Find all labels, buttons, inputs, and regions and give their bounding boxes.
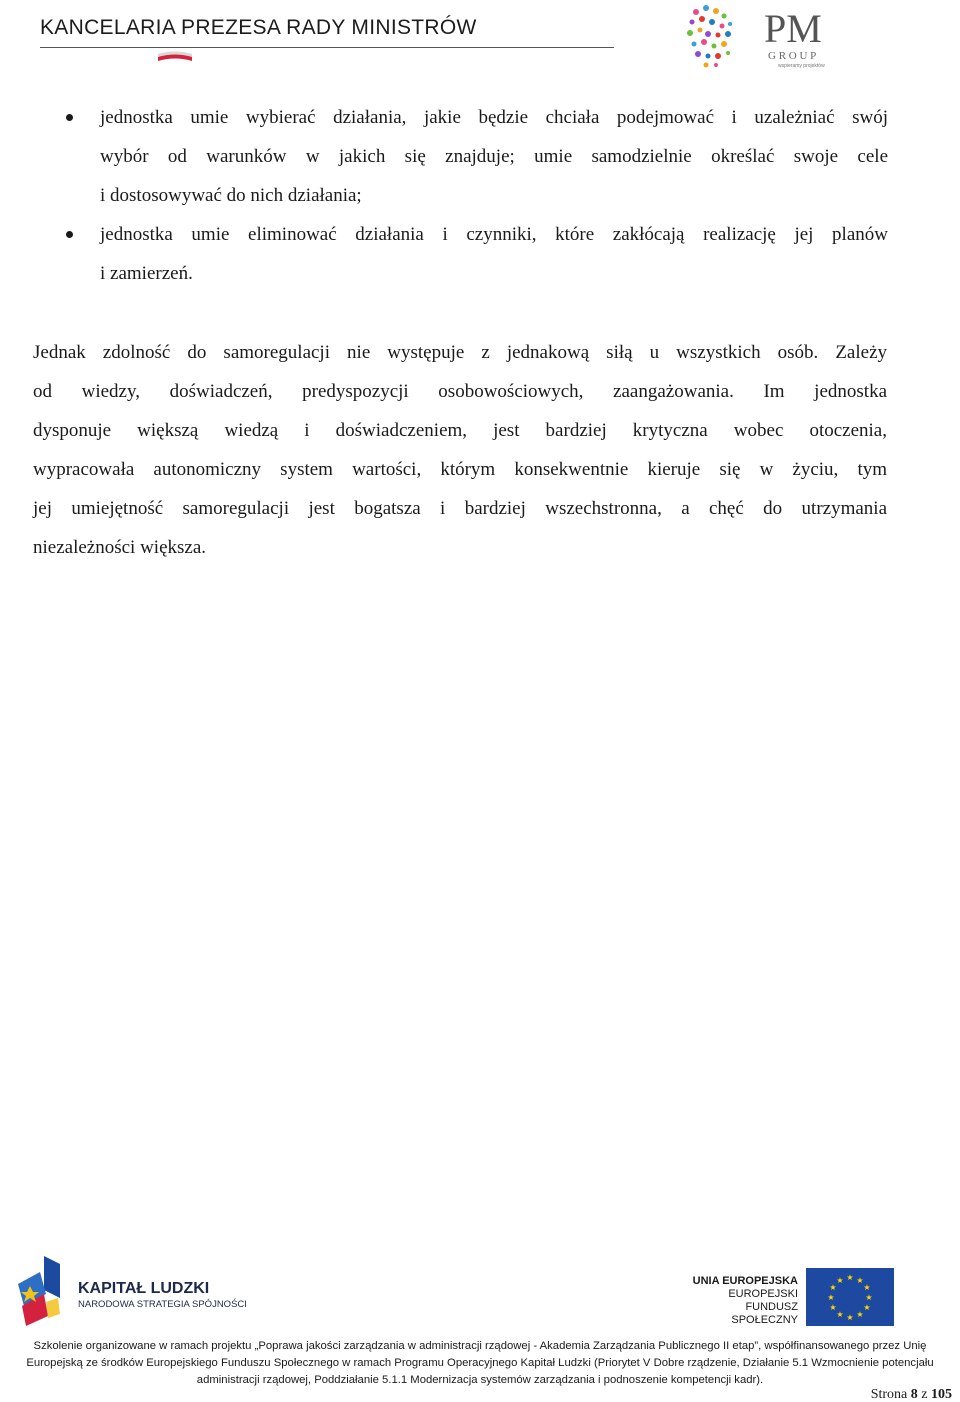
svg-text:★: ★ (856, 1310, 864, 1319)
list-item (0, 215, 960, 293)
text-line: dysponuje większą wiedzą i doświadczeniem, jest bardziej krytyczna wobec otoczenia, (33, 420, 887, 441)
page-separator: z (921, 1387, 928, 1402)
page-current: 8 (910, 1387, 918, 1402)
text-line: i dostosowywać do nich działania; (100, 185, 362, 206)
eu-flag-icon (806, 1268, 894, 1326)
pm-group-word: G R O U P (768, 50, 817, 62)
text-line: wypracowała autonomiczny system wartości, którym konsekwentnie kieruje się w życiu, tym (33, 459, 887, 480)
pm-tagline: wspieramy projektów (778, 63, 825, 69)
text-line: i zamierzeń. (100, 263, 193, 284)
body-paragraph (33, 333, 887, 567)
text-line: jednostka umie wybierać działania, jakie będzie chciała podejmować i uzależniać swój (100, 107, 888, 128)
polish-flag-icon (158, 50, 192, 62)
svg-text:★: ★ (829, 1283, 837, 1292)
svg-text:★: ★ (836, 1276, 844, 1285)
header-title: KANCELARIA PREZESA RADY MINISTRÓW (40, 16, 477, 39)
eu-line2: EUROPEJSKI (728, 1288, 798, 1300)
svg-text:★: ★ (827, 1293, 835, 1302)
kapital-ludzki-subtitle: NARODOWA STRATEGIA SPÓJNOŚCI (78, 1299, 247, 1310)
page-total: 105 (931, 1387, 952, 1402)
kapital-ludzki-logo-icon (16, 1254, 62, 1328)
svg-text:★: ★ (846, 1313, 854, 1322)
text-line: Jednak zdolność do samoregulacji nie występuje z jednakową siłą u wszystkich osób. Zależy (33, 342, 887, 363)
dots-cluster-icon (687, 5, 732, 68)
svg-text:★: ★ (846, 1273, 854, 1282)
text-line: wybór od warunków w jakich się znajduje; umie samodzielnie określać swoje cele (100, 146, 888, 167)
eu-fund-label (676, 1275, 798, 1327)
pm-group-logo (684, 2, 844, 70)
text-line: jednostka umie eliminować działania i czynniki, które zakłócają realizację jej planów (100, 224, 888, 245)
pm-letters: PM (764, 6, 822, 51)
svg-text:★: ★ (863, 1303, 871, 1312)
eu-line3: FUNDUSZ SPOŁECZNY (731, 1301, 798, 1326)
svg-text:★: ★ (863, 1283, 871, 1292)
svg-text:★: ★ (856, 1276, 864, 1285)
eu-line1: UNIA EUROPEJSKA (692, 1275, 798, 1287)
text-line: niezależności większa. (33, 537, 207, 558)
list-item (0, 98, 960, 215)
kapital-ludzki-title: KAPITAŁ LUDZKI (78, 1280, 210, 1297)
footnote-line: administracji rządowej, Poddziałanie 5.1.1 Modernizacja systemów zarządzania i podnoszenie kompetencji kadr). (196, 1374, 764, 1386)
svg-text:★: ★ (836, 1310, 844, 1319)
page-number (871, 1387, 952, 1402)
header-divider (40, 47, 614, 48)
text-line: jej umiejętność samoregulacji jest bogatsza i bardziej wszechstronna, a chęć do utrzymania (33, 498, 887, 519)
text-line: od wiedzy, doświadczeń, predyspozycji osobowościowych, zaangażowania. Im jednostka (33, 381, 887, 402)
footnote-line: Europejską ze środków Europejskiego Funduszu Społecznego w ramach Programu Operacyjnego Kapitał Ludzki (Priorytet V Dobre rządzenie, Działanie 5.1 Wzmocnienie potencjału (26, 1357, 934, 1369)
bullet-icon (66, 114, 73, 121)
svg-text:★: ★ (865, 1293, 873, 1302)
bullet-icon (66, 231, 73, 238)
funding-footnote (0, 1338, 960, 1389)
bullet-list (0, 98, 960, 293)
page-prefix: Strona (870, 1387, 908, 1402)
footnote-line: Szkolenie organizowane w ramach projektu „Poprawa jakości zarządzania w administracji rządowej - Akademia Zarządzania Publicznego II etap”, współfinansowanego przez Unię (33, 1340, 927, 1352)
svg-text:★: ★ (829, 1303, 837, 1312)
